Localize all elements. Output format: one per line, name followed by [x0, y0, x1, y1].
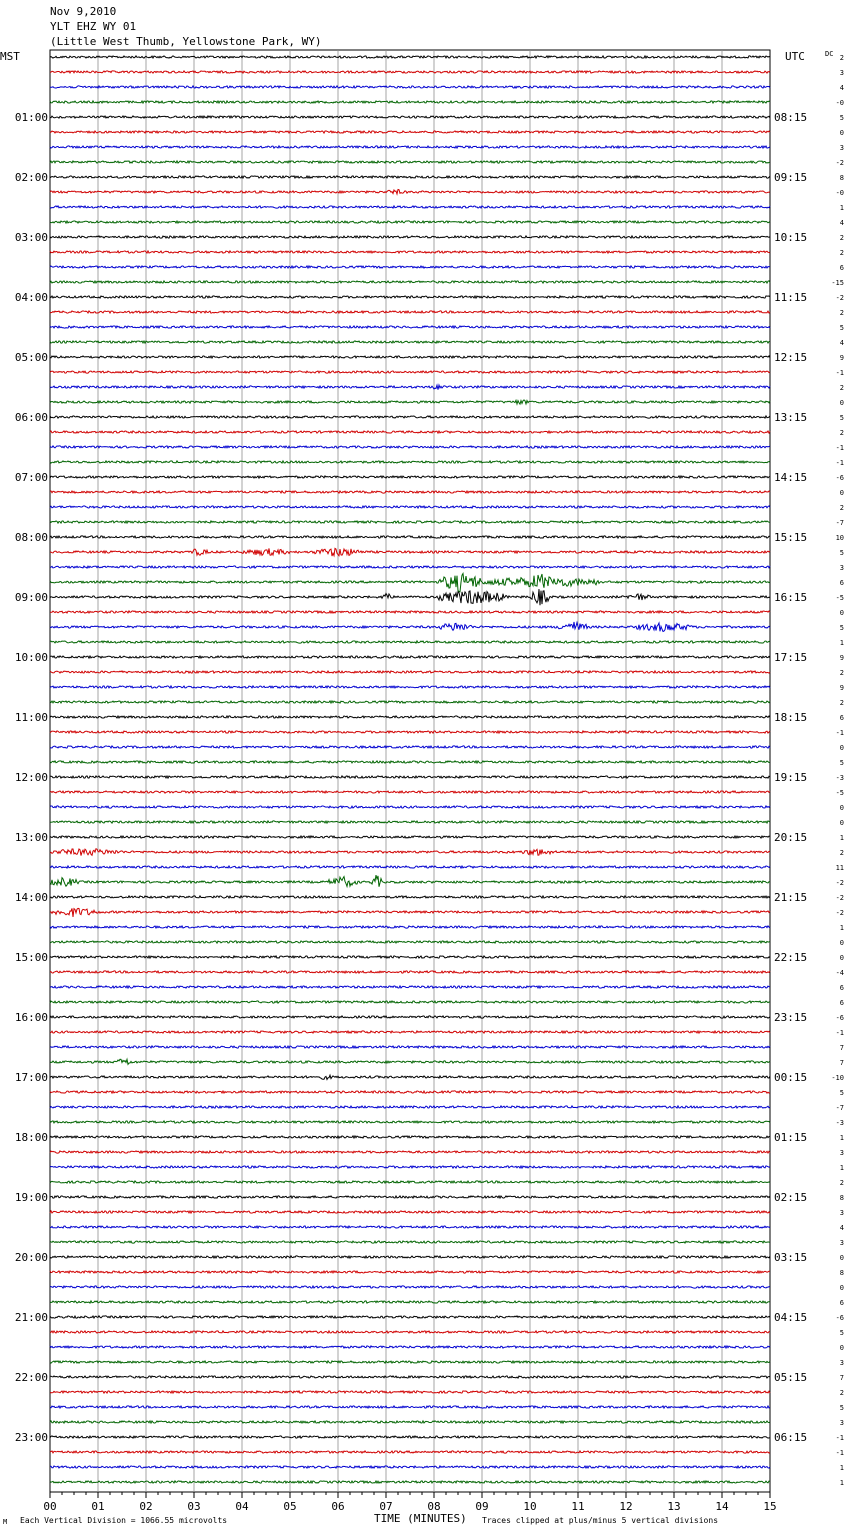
dc-offset-label: 9	[839, 354, 844, 362]
dc-offset-label: 0	[839, 489, 844, 497]
trace-row-69	[50, 1091, 770, 1093]
utc-hour-label: 11:15	[774, 291, 808, 304]
trace-row-63	[50, 1001, 770, 1003]
trace-row-58	[50, 926, 770, 928]
x-axis-title: TIME (MINUTES)	[374, 1512, 467, 1525]
dc-offset-label: 4	[839, 339, 844, 347]
trace-row-60	[50, 956, 770, 958]
dc-offset-label: 2	[839, 849, 844, 857]
trace-row-54	[50, 866, 770, 868]
trace-row-43	[50, 701, 770, 703]
dc-offset-label: -2	[835, 294, 844, 302]
mst-hour-label: 02:00	[14, 171, 48, 184]
trace-row-18	[50, 326, 770, 328]
dc-offset-label: -0	[835, 189, 844, 197]
trace-row-53	[50, 849, 770, 856]
dc-offset-label: 2	[839, 249, 844, 257]
utc-hour-label: 23:15	[774, 1011, 808, 1024]
dc-offset-label: 11	[835, 864, 844, 872]
trace-row-87	[50, 1361, 770, 1363]
dc-offset-label: -1	[835, 1449, 844, 1457]
mst-hour-label: 11:00	[14, 711, 48, 724]
trace-row-4	[50, 116, 770, 118]
x-tick-label: 10	[523, 1500, 537, 1513]
mst-hour-label: 10:00	[14, 651, 48, 664]
dc-offset-label: -6	[835, 1014, 844, 1022]
mst-hour-label: 13:00	[14, 831, 48, 844]
dc-offset-label: 1	[839, 204, 844, 212]
trace-row-77	[50, 1211, 770, 1213]
trace-row-88	[50, 1376, 770, 1378]
trace-row-3	[50, 101, 770, 103]
trace-row-85	[50, 1331, 770, 1333]
trace-row-71	[50, 1121, 770, 1123]
dc-offset-label: 6	[839, 1299, 844, 1307]
mst-hour-label: 07:00	[14, 471, 48, 484]
dc-offset-label: 8	[839, 174, 844, 182]
trace-row-11	[50, 221, 770, 223]
mst-axis-title: MST	[0, 50, 20, 63]
trace-row-10	[50, 206, 770, 208]
trace-row-56	[50, 896, 770, 898]
dc-offset-label: -2	[835, 879, 844, 887]
dc-offset-label: 3	[839, 564, 844, 572]
dc-offset-label: 2	[839, 234, 844, 242]
trace-row-61	[50, 971, 770, 973]
trace-row-0	[50, 56, 770, 58]
trace-row-91	[50, 1421, 770, 1423]
dc-offset-label: -2	[835, 159, 844, 167]
dc-axis-title: DC	[825, 50, 834, 58]
x-tick-label: 07	[379, 1500, 393, 1513]
utc-hour-label: 14:15	[774, 471, 808, 484]
mst-hour-label: 04:00	[14, 291, 48, 304]
mst-hour-label: 15:00	[14, 951, 48, 964]
trace-row-80	[50, 1256, 770, 1258]
dc-offset-label: 0	[839, 1344, 844, 1352]
trace-row-94	[50, 1466, 770, 1468]
dc-offset-label: 5	[839, 324, 844, 332]
trace-row-26	[50, 446, 770, 448]
trace-row-29	[50, 491, 770, 493]
trace-row-14	[50, 266, 770, 268]
dc-offset-label: -5	[835, 594, 844, 602]
dc-offset-label: 7	[839, 1374, 844, 1382]
trace-row-86	[50, 1346, 770, 1348]
trace-row-67	[50, 1059, 770, 1064]
dc-offset-label: 1	[839, 639, 844, 647]
dc-offset-label: 0	[839, 804, 844, 812]
dc-offset-label: -2	[835, 894, 844, 902]
dc-offset-label: 6	[839, 579, 844, 587]
trace-row-37	[50, 611, 770, 613]
dc-offset-label: 2	[839, 699, 844, 707]
trace-row-22	[50, 385, 770, 390]
dc-offset-label: 3	[839, 1149, 844, 1157]
trace-row-50	[50, 806, 770, 808]
utc-hour-label: 17:15	[774, 651, 808, 664]
trace-row-12	[50, 236, 770, 238]
trace-row-42	[50, 686, 770, 688]
dc-offset-label: 2	[839, 1179, 844, 1187]
dc-offset-label: 2	[839, 669, 844, 677]
x-tick-label: 09	[475, 1500, 489, 1513]
mst-hour-label: 17:00	[14, 1071, 48, 1084]
trace-row-95	[50, 1481, 770, 1483]
trace-row-32	[50, 536, 770, 538]
dc-offset-label: -15	[831, 279, 844, 287]
chart-date: Nov 9,2010	[50, 5, 117, 18]
trace-row-51	[50, 821, 770, 823]
trace-row-13	[50, 251, 770, 253]
dc-offset-label: 7	[839, 1044, 844, 1052]
dc-offset-label: 6	[839, 999, 844, 1007]
utc-hour-label: 03:15	[774, 1251, 808, 1264]
trace-row-30	[50, 506, 770, 508]
trace-row-90	[50, 1406, 770, 1408]
dc-offset-label: 5	[839, 549, 844, 557]
trace-row-8	[50, 176, 770, 178]
dc-offset-label: -1	[835, 729, 844, 737]
mst-hour-label: 14:00	[14, 891, 48, 904]
mst-hour-label: 06:00	[14, 411, 48, 424]
mst-hour-label: 19:00	[14, 1191, 48, 1204]
trace-row-2	[50, 86, 770, 88]
dc-offset-label: 4	[839, 1224, 844, 1232]
utc-hour-label: 16:15	[774, 591, 808, 604]
trace-row-48	[50, 776, 770, 778]
utc-hour-label: 04:15	[774, 1311, 808, 1324]
utc-hour-label: 20:15	[774, 831, 808, 844]
dc-offset-label: 9	[839, 684, 844, 692]
dc-offset-label: 3	[839, 144, 844, 152]
dc-offset-label: 0	[839, 1284, 844, 1292]
x-tick-label: 12	[619, 1500, 633, 1513]
chart-location: (Little West Thumb, Yellowstone Park, WY)	[50, 35, 322, 48]
dc-offset-label: 0	[839, 819, 844, 827]
trace-row-41	[50, 671, 770, 673]
utc-hour-label: 08:15	[774, 111, 808, 124]
trace-row-78	[50, 1226, 770, 1228]
trace-row-36	[50, 589, 770, 605]
mst-hour-label: 12:00	[14, 771, 48, 784]
trace-row-75	[50, 1181, 770, 1183]
trace-row-39	[50, 641, 770, 643]
dc-offset-label: -7	[835, 519, 844, 527]
trace-row-76	[50, 1196, 770, 1198]
trace-row-31	[50, 521, 770, 523]
mst-hour-label: 08:00	[14, 531, 48, 544]
x-tick-label: 02	[139, 1500, 153, 1513]
utc-axis-title: UTC	[785, 50, 805, 63]
utc-hour-label: 02:15	[774, 1191, 808, 1204]
dc-offset-label: -1	[835, 369, 844, 377]
dc-offset-label: 3	[839, 1419, 844, 1427]
x-tick-label: 08	[427, 1500, 441, 1513]
trace-row-19	[50, 341, 770, 343]
trace-row-1	[50, 71, 770, 73]
trace-row-62	[50, 986, 770, 988]
dc-offset-label: 1	[839, 1164, 844, 1172]
x-tick-label: 14	[715, 1500, 729, 1513]
dc-offset-label: 1	[839, 924, 844, 932]
trace-row-83	[50, 1301, 770, 1303]
dc-offset-label: 5	[839, 759, 844, 767]
x-tick-label: 00	[43, 1500, 57, 1513]
x-tick-label: 04	[235, 1500, 249, 1513]
dc-offset-label: 0	[839, 609, 844, 617]
dc-offset-label: 1	[839, 1134, 844, 1142]
trace-row-25	[50, 431, 770, 433]
trace-row-64	[50, 1016, 770, 1018]
x-tick-label: 15	[763, 1500, 777, 1513]
dc-offset-label: 6	[839, 714, 844, 722]
dc-offset-label: -3	[835, 774, 844, 782]
dc-offset-label: 0	[839, 954, 844, 962]
dc-offset-label: -0	[835, 99, 844, 107]
mst-hour-label: 01:00	[14, 111, 48, 124]
dc-offset-label: -3	[835, 1119, 844, 1127]
trace-row-44	[50, 716, 770, 718]
dc-offset-label: 4	[839, 84, 844, 92]
trace-row-89	[50, 1391, 770, 1393]
dc-offset-label: 8	[839, 1194, 844, 1202]
dc-offset-label: -7	[835, 1104, 844, 1112]
trace-row-82	[50, 1286, 770, 1288]
chart-station: YLT EHZ WY 01	[50, 20, 137, 33]
trace-row-40	[50, 656, 770, 658]
trace-row-73	[50, 1151, 770, 1153]
dc-offset-label: 0	[839, 129, 844, 137]
utc-hour-label: 15:15	[774, 531, 808, 544]
dc-offset-label: -2	[835, 909, 844, 917]
trace-row-72	[50, 1136, 770, 1138]
utc-hour-label: 18:15	[774, 711, 808, 724]
dc-offset-label: -1	[835, 1029, 844, 1037]
trace-row-84	[50, 1316, 770, 1318]
dc-offset-label: 7	[839, 1059, 844, 1067]
dc-offset-label: -5	[835, 789, 844, 797]
utc-hour-label: 22:15	[774, 951, 808, 964]
trace-row-70	[50, 1106, 770, 1108]
dc-offset-label: -6	[835, 1314, 844, 1322]
utc-hour-label: 06:15	[774, 1431, 808, 1444]
dc-offset-label: 2	[839, 309, 844, 317]
dc-offset-label: -4	[835, 969, 844, 977]
trace-row-49	[50, 791, 770, 793]
trace-row-81	[50, 1271, 770, 1273]
trace-row-5	[50, 131, 770, 133]
utc-hour-label: 13:15	[774, 411, 808, 424]
utc-hour-label: 09:15	[774, 171, 808, 184]
utc-hour-label: 21:15	[774, 891, 808, 904]
mst-hour-label: 09:00	[14, 591, 48, 604]
dc-offset-label: 0	[839, 1254, 844, 1262]
utc-hour-label: 19:15	[774, 771, 808, 784]
mst-hour-label: 03:00	[14, 231, 48, 244]
trace-row-65	[50, 1031, 770, 1033]
utc-hour-label: 05:15	[774, 1371, 808, 1384]
trace-row-46	[50, 746, 770, 748]
trace-row-23	[50, 400, 770, 404]
trace-row-6	[50, 146, 770, 148]
dc-offset-label: 1	[839, 1464, 844, 1472]
x-tick-label: 06	[331, 1500, 345, 1513]
dc-offset-label: 2	[839, 429, 844, 437]
trace-row-52	[50, 836, 770, 838]
trace-row-79	[50, 1241, 770, 1243]
x-tick-label: 11	[571, 1500, 585, 1513]
mst-hour-label: 21:00	[14, 1311, 48, 1324]
dc-offset-label: 3	[839, 1239, 844, 1247]
dc-offset-label: 2	[839, 1389, 844, 1397]
mst-hour-label: 18:00	[14, 1131, 48, 1144]
trace-row-92	[50, 1436, 770, 1438]
trace-row-38	[50, 622, 770, 632]
dc-offset-label: 0	[839, 399, 844, 407]
dc-offset-label: 10	[835, 534, 844, 542]
dc-offset-label: 2	[839, 54, 844, 62]
trace-row-21	[50, 371, 770, 373]
footer-mark: M	[3, 1518, 8, 1526]
dc-offset-label: 3	[839, 69, 844, 77]
mst-hour-label: 22:00	[14, 1371, 48, 1384]
dc-offset-label: 0	[839, 939, 844, 947]
x-tick-label: 05	[283, 1500, 297, 1513]
dc-offset-label: 1	[839, 834, 844, 842]
x-tick-label: 03	[187, 1500, 201, 1513]
trace-row-28	[50, 476, 770, 478]
utc-hour-label: 01:15	[774, 1131, 808, 1144]
trace-row-57	[50, 908, 770, 917]
trace-row-17	[50, 311, 770, 313]
dc-offset-label: 5	[839, 1089, 844, 1097]
dc-offset-label: 0	[839, 744, 844, 752]
dc-offset-label: 5	[839, 1329, 844, 1337]
trace-row-35	[50, 574, 770, 592]
trace-row-7	[50, 161, 770, 163]
dc-offset-label: 4	[839, 219, 844, 227]
utc-hour-label: 12:15	[774, 351, 808, 364]
dc-offset-label: 5	[839, 1404, 844, 1412]
mst-hour-label: 05:00	[14, 351, 48, 364]
trace-row-24	[50, 416, 770, 418]
dc-offset-label: 6	[839, 264, 844, 272]
trace-row-66	[50, 1046, 770, 1048]
dc-offset-label: -1	[835, 444, 844, 452]
x-tick-label: 13	[667, 1500, 681, 1513]
trace-row-27	[50, 461, 770, 463]
trace-row-15	[50, 281, 770, 283]
dc-offset-label: -1	[835, 459, 844, 467]
dc-offset-label: 6	[839, 984, 844, 992]
mst-hour-label: 23:00	[14, 1431, 48, 1444]
clip-note: Traces clipped at plus/minus 5 vertical divisions	[482, 1516, 719, 1525]
dc-offset-label: 3	[839, 1209, 844, 1217]
dc-offset-label: 5	[839, 624, 844, 632]
mst-hour-label: 16:00	[14, 1011, 48, 1024]
dc-offset-label: -1	[835, 1434, 844, 1442]
trace-row-47	[50, 761, 770, 763]
utc-hour-label: 10:15	[774, 231, 808, 244]
scale-note: Each Vertical Division = 1066.55 microvolts	[20, 1516, 228, 1525]
trace-row-74	[50, 1166, 770, 1168]
dc-offset-label: 8	[839, 1269, 844, 1277]
trace-row-9	[50, 190, 770, 195]
trace-row-34	[50, 566, 770, 568]
x-tick-label: 01	[91, 1500, 105, 1513]
dc-offset-label: 1	[839, 1479, 844, 1487]
dc-offset-label: 2	[839, 384, 844, 392]
dc-offset-label: 5	[839, 414, 844, 422]
trace-row-45	[50, 731, 770, 733]
trace-row-16	[50, 296, 770, 298]
dc-offset-label: 9	[839, 654, 844, 662]
dc-offset-label: 5	[839, 114, 844, 122]
dc-offset-label: -10	[831, 1074, 844, 1082]
utc-hour-label: 00:15	[774, 1071, 808, 1084]
trace-row-93	[50, 1451, 770, 1453]
trace-row-55	[50, 875, 770, 887]
trace-row-33	[50, 548, 770, 556]
trace-row-20	[50, 356, 770, 358]
dc-offset-label: -6	[835, 474, 844, 482]
dc-offset-label: 2	[839, 504, 844, 512]
dc-offset-label: 3	[839, 1359, 844, 1367]
trace-row-59	[50, 941, 770, 943]
trace-row-68	[50, 1075, 770, 1079]
mst-hour-label: 20:00	[14, 1251, 48, 1264]
